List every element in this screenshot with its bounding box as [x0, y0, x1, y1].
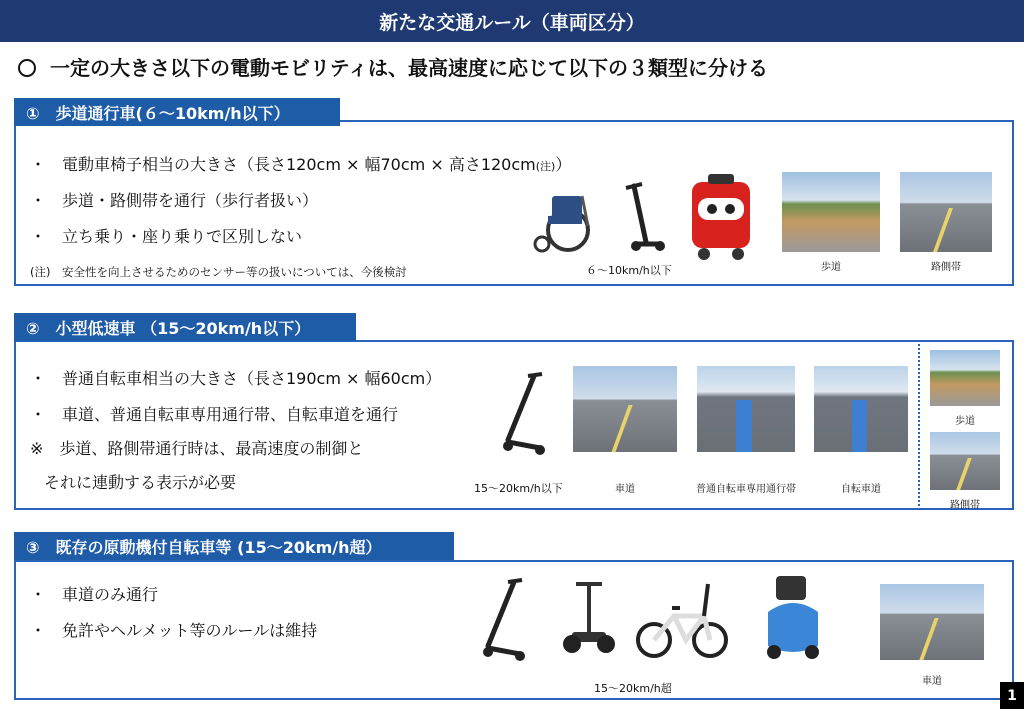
- section-3-bullet-1: ・ 車道のみ通行: [30, 585, 159, 604]
- section-2-speed-caption: 15～20km/h以下: [474, 482, 563, 495]
- bicycle-path-caption: 自転車道: [841, 484, 881, 495]
- kick-scooter-icon: [620, 182, 664, 254]
- section-1-speed-caption: ６～10km/h以下: [586, 264, 672, 277]
- section-2-bullet-4: それに連動する表示が必要: [44, 473, 237, 492]
- sidewalk-photo-small: [930, 350, 1000, 406]
- sidewalk-caption: 歩道: [821, 262, 841, 273]
- roadway-caption-2: 車道: [922, 676, 942, 687]
- kick-scooter-icon: [478, 578, 528, 662]
- wheelchair-icon: [528, 186, 600, 254]
- roadside-strip-caption-small: 路側帯: [950, 500, 980, 511]
- section-1-note: (注) 安全性を向上させるためのセンサー等の扱いについては、今後検討: [30, 265, 407, 279]
- section-3-speed-caption: 15～20km/h超: [594, 682, 672, 695]
- section-1-bullet-3: ・ 立ち乗り・座り乗りで区別しない: [30, 227, 303, 246]
- bicycle-path-photo: [814, 366, 908, 452]
- bullet-close: ）: [555, 155, 572, 174]
- section-2-bullet-3: ※ 歩道、路側帯通行時は、最高速度の制御と: [30, 439, 364, 458]
- section-2-bullet-1: ・ 普通自転車相当の大きさ（長さ190cm × 幅60cm）: [30, 369, 442, 388]
- roadside-strip-caption: 路側帯: [931, 262, 961, 273]
- page-title: 新たな交通ルール（車両区分）: [0, 0, 1024, 42]
- circle-bullet-icon: [18, 59, 36, 77]
- note-mark: (注): [535, 160, 556, 173]
- sidewalk-photo: [782, 172, 880, 252]
- section-2-bullet-2: ・ 車道、普通自転車専用通行帯、自転車道を通行: [30, 405, 399, 424]
- kick-scooter-icon: [498, 372, 548, 456]
- section-1-bullet-1: [30, 152, 571, 175]
- section-3-heading: ③ 既存の原動機付自転車等 (15～20km/h超）: [14, 532, 454, 560]
- roadside-strip-photo-small: [930, 432, 1000, 490]
- roadway-photo-2: [880, 584, 984, 660]
- bicycle-lane-caption: 普通自転車専用通行帯: [696, 484, 796, 495]
- roadside-strip-photo: [900, 172, 992, 252]
- section-1-bullet-2: ・ 歩道・路側帯を通行（歩行者扱い）: [30, 191, 319, 210]
- bullet-text: ・ 電動車椅子相当の大きさ（長さ120cm × 幅70cm × 高さ120cm: [30, 155, 536, 174]
- sidewalk-caption-small: 歩道: [955, 416, 975, 427]
- page-number: 1: [1000, 682, 1024, 709]
- delivery-robot-icon: [686, 172, 756, 262]
- folding-bike-icon: [634, 574, 730, 664]
- roadway-photo: [573, 366, 677, 452]
- section-1-heading: ① 歩道通行車(６～10km/h以下）: [14, 98, 340, 126]
- section-3-bullet-2: ・ 免許やヘルメット等のルールは維持: [30, 621, 318, 640]
- bicycle-lane-photo: [697, 366, 795, 452]
- segway-icon: [564, 578, 614, 658]
- section-2-heading: ② 小型低速車 （15～20km/h以下）: [14, 313, 356, 341]
- roadway-caption: 車道: [615, 484, 635, 495]
- section-2-divider: [918, 344, 920, 506]
- lead-text: 一定の大きさ以下の電動モビリティは、最高速度に応じて以下の３類型に分ける: [50, 56, 768, 80]
- lead-statement: [18, 52, 768, 81]
- mobility-scooter-icon: [760, 572, 826, 664]
